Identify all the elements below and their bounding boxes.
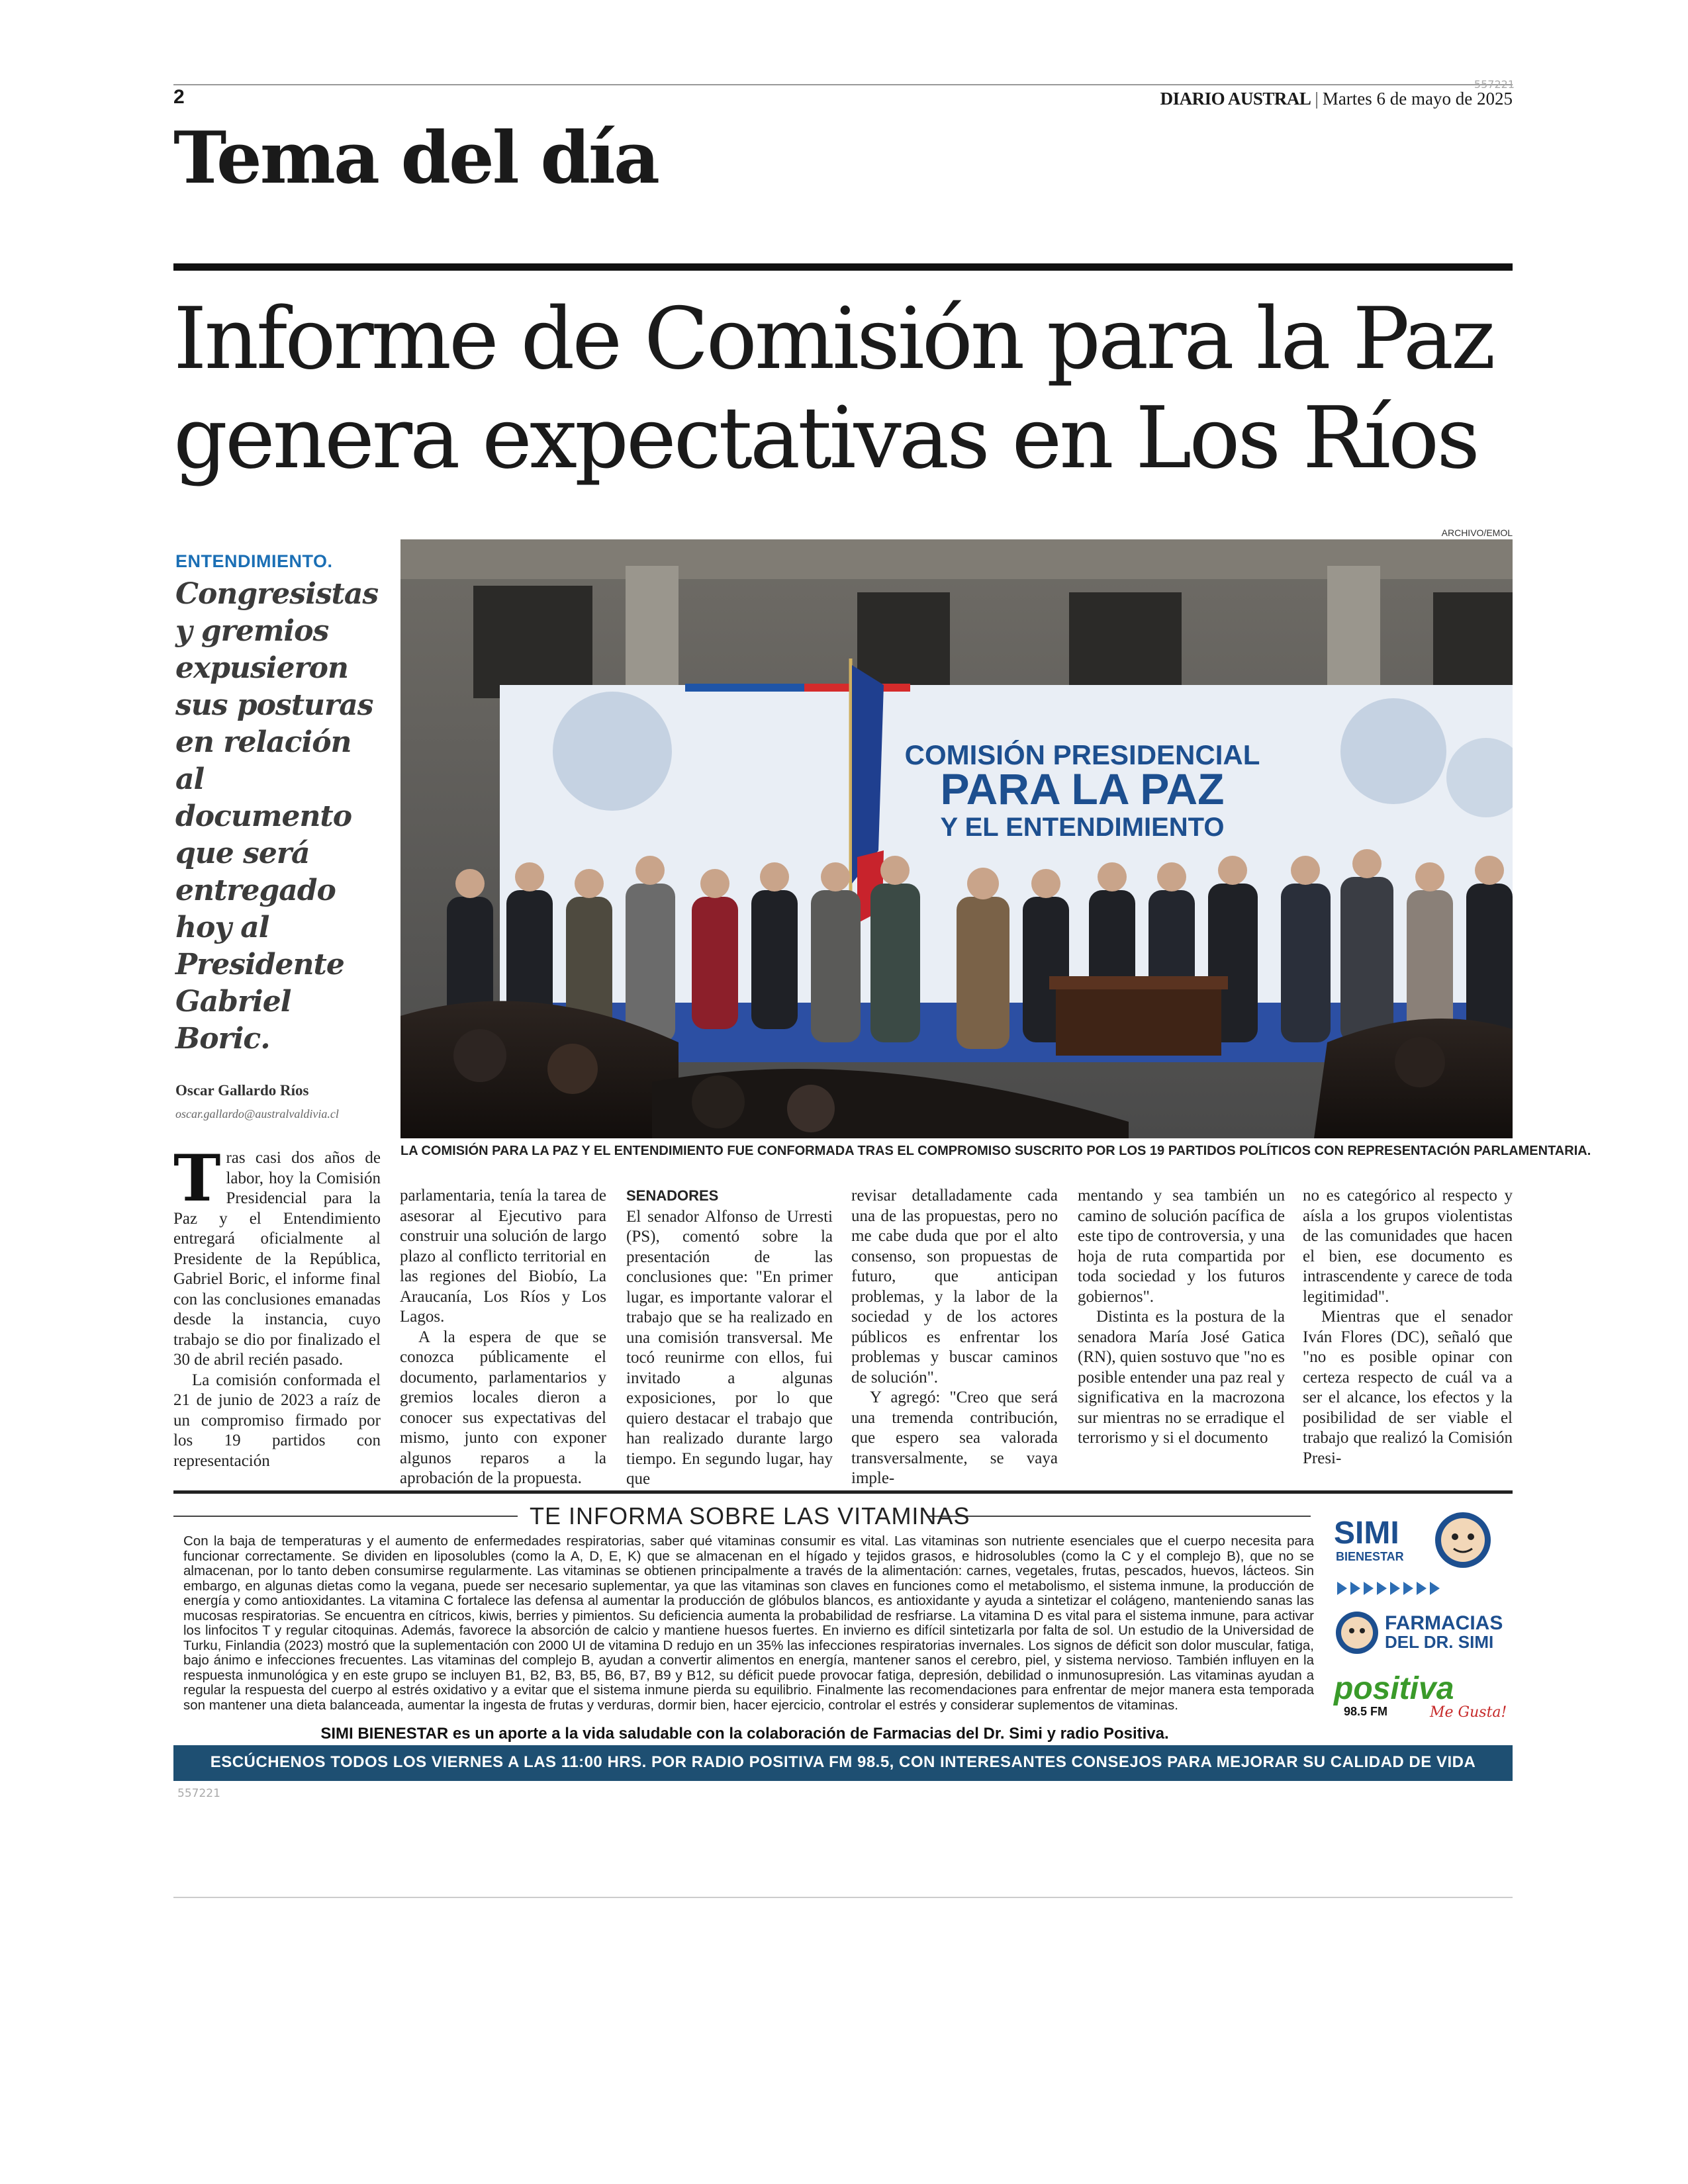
article-paragraph: no es categórico al respecto y aísla a los grupos violentistas de las comunidades que hacen el bien, ese documento es intrascendente y carece de toda legitimidad".: [1303, 1187, 1513, 1306]
article-paragraph: revisar detalladamente cada una de las propuestas, pero no me cabe duda que por el alto consenso, son propuestas de futuro, que anticipan problemas, y la labor de la sociedad y de los actores públicos es enfrentar los problemas y buscar caminos de solución".: [851, 1187, 1058, 1387]
ad-banner-text: ESCÚCHENOS TODOS LOS VIERNES A LAS 11:00 HRS. POR RADIO POSITIVA FM 98.5, CON INTERESANTES CONSEJOS PARA MEJORAR SU CALIDAD DE VIDA: [210, 1753, 1476, 1771]
masthead: DIARIO AUSTRAL | Martes 6 de mayo de 2025: [1160, 89, 1513, 109]
page-number: 2: [173, 86, 185, 108]
logo-farmacias-1: FARMACIAS: [1385, 1612, 1503, 1634]
faint-code: 557221: [1474, 78, 1515, 91]
article-text: ras casi dos años de labor, hoy la Comisión Presidencial para la Paz y el Entendimiento entregará oficialmente al Presidente de la República, Gabriel Boric, el informe final con las conclusiones emanadas desde la instancia, cuyo trabajo se dio por finalizado el 30 de abril recién pasado.: [173, 1149, 381, 1369]
header-rule: [173, 84, 1513, 85]
logo-positiva: positiva: [1334, 1671, 1454, 1706]
byline-email[interactable]: oscar.gallardo@australvaldivia.cl: [175, 1107, 339, 1120]
logo-positiva-fm: 98.5 FM: [1344, 1705, 1388, 1718]
article-paragraph: [173, 1141, 381, 1371]
photo-credit: ARCHIVO/EMOL: [1441, 527, 1513, 538]
article-column-4: [851, 1186, 1058, 1489]
kicker-text: Congresistas y gremios expusieron sus posturas en relación al documento que será entregado hoy al Presidente Gabriel Boric.: [175, 577, 379, 1056]
photo-banner-line-1: COMISIÓN PRESIDENCIAL: [904, 739, 1260, 770]
ad-body: Con la baja de temperaturas y el aumento de enfermedades respiratorias, saber qué vitaminas consumir es vital. Las vitaminas son nutriente esenciales que el cuerpo necesita para funcionar correctamente. Se dividen en liposolubles (como la A, D, E, K) que se almacenan en el hígado y tejidos grasos, e hidrosolubles (como la C y el complejo B), que no se almacenan, por lo tanto deben consumirse regularmente. Las vitaminas se obtienen principalmente a través de la alimentación: carnes, vegetales, frutas, pescados, huevos, lácteos. Sin embargo, en algunas dietas como la vegana, puede ser necesario suplementar, ya que las vitaminas son claves en funciones como el metabolismo, el sistema inmune, la producción de energía y como antioxidantes. La vitamina C fortalece las defensa al aumentar la producción de glóbulos blancos, es antioxidante y ayuda a sintetizar el colágeno, manteniendo sanas las mucosas respiratorias. Se encuentra en cítricos, kiwis, berries y pimientos. Su deficiencia aumenta la probabilidad de resfriarse. La vitamina D es vital para el sistema inmune, para activar los linfocitos T y regular citoquinas. Además, favorece la absorción de calcio y mantiene huesos fuertes. En invierno es difícil sintetizarla por falta de sol. Un estudio de la Universidad de Turku, Finlandia (2023) mostró que la suplementación con 2000 UI de vitamina D redujo en un 35% las infecciones respiratorias invernales. Los signos de déficit son dolor muscular, fatiga, bajo ánimo e infecciones frecuentes. Las vitaminas del complejo B, ayudan a convertir alimentos en energía, mantener sanos el cerebro, piel, y sistema nervioso. También influyen en la respuesta inmunológica y en este grupo se incluyen B1, B2, B3, B5, B6, B7, B9 y B12, su déficit puede provocar fatiga, depresión, debilidad o inmunosupresión. Las vitaminas ayudan a regular la respuesta del cuerpo al estrés oxidativo y a evitar que el sistema inmune pierda su equilibrio. Finalmente las recomendaciones para enfrentar de mejor manera esta temporada son mantener una dieta balanceada, aumentar la ingesta de frutas y verduras, dormir bien, hacer ejercicio, controlar el estrés y considerar suplementos de vitaminas.: [183, 1533, 1314, 1713]
simi-bienestar-logo: [1334, 1512, 1491, 1568]
chevrons-icon: [1337, 1582, 1440, 1595]
byline-name: Oscar Gallardo Ríos: [175, 1082, 309, 1099]
article-paragraph: parlamentaria, tenía la tarea de asesorar al Ejecutivo para construir una solución de largo plazo al conflicto territorial en las regiones del Biobío, La Araucanía, Los Ríos y Los Lagos.: [400, 1187, 606, 1326]
page-bottom-rule: [173, 1897, 1513, 1898]
drop-cap: T: [173, 1141, 221, 1216]
photo-banner-line-3: Y EL ENTENDIMIENTO: [940, 813, 1225, 842]
headline: [173, 290, 1517, 488]
logo-farmacias-2: DEL DR. SIMI: [1385, 1632, 1494, 1652]
photo-banner-line-2: PARA LA PAZ: [940, 764, 1225, 813]
publication-date: Martes 6 de mayo de 2025: [1322, 89, 1513, 109]
news-photo: [400, 539, 1513, 1138]
article-paragraph: Y agregó: "Creo que será una tremenda contribución, que espero sea valorada transversalmente, se vaya imple-: [851, 1388, 1058, 1487]
article-paragraph: La comisión conformada el 21 de junio de 2023 a raíz de un compromiso firmado por los 19 partidos con representación: [173, 1371, 381, 1470]
photo-illustration: [400, 539, 1513, 1138]
article-column-2: [400, 1186, 606, 1489]
article-column-6: [1303, 1186, 1513, 1469]
ad-code: 557221: [177, 1787, 220, 1800]
headline-line-1: Informe de Comisión para la Paz: [173, 290, 1493, 388]
sponsor-logos: [1331, 1510, 1509, 1735]
article-bottom-rule: [173, 1490, 1513, 1494]
article-paragraph: Distinta es la postura de la senadora María José Gatica (RN), quien sostuvo que "no es posible entender una paz real y significativa en la macrozona sur mientras no se erradique el terrorismo y si el documento: [1078, 1308, 1285, 1447]
section-rule: [173, 263, 1513, 271]
photo-caption: LA COMISIÓN PARA LA PAZ Y EL ENTENDIMIENTO FUE CONFORMADA TRAS EL COMPROMISO SUSCRITO POR LOS 19 PARTIDOS POLÍTICOS CON REPRESENTACIÓN PARLAMENTARIA.: [400, 1144, 1591, 1158]
ad-title: TE INFORMA SOBRE LAS VITAMINAS: [530, 1502, 970, 1529]
logo-positiva-tag: Me Gusta!: [1430, 1704, 1507, 1721]
positiva-logo: [1333, 1671, 1507, 1721]
ad-logos: [1331, 1510, 1509, 1735]
article-column-1: [173, 1141, 381, 1471]
article-paragraph: mentando y sea también un camino de solución pacífica de este tipo de controversia, y una hoja de ruta compartida por toda sociedad y los futuros gobiernos".: [1078, 1187, 1285, 1306]
ad-title-rule: [927, 1516, 1311, 1517]
logo-simi-sub: BIENESTAR: [1336, 1550, 1404, 1563]
article-paragraph: El senador Alfonso de Urresti (PS), comentó sobre la presentación de las conclusiones que: "En primer lugar, es importante valorar el trabajo que se ha realizado en una comisión transversal. Me tocó reunirme con ellos, fui invitado a algunas exposiciones, por lo que quiero destacar el trabajo que han realizado durante largo tiempo. En segundo lugar, hay que: [626, 1207, 833, 1488]
farmacias-logo: [1336, 1612, 1503, 1654]
publication-name: DIARIO AUSTRAL: [1160, 89, 1311, 109]
section-title: Tema del día: [173, 116, 658, 200]
logo-simi: SIMI: [1334, 1516, 1399, 1551]
ad-footer-line: SIMI BIENESTAR es un aporte a la vida saludable con la colaboración de Farmacias del Dr. Simi y radio Positiva.: [320, 1725, 1169, 1743]
article-column-3: [626, 1186, 833, 1490]
headline-line-2: genera expectativas en Los Ríos: [173, 389, 1477, 488]
kicker-label: ENTENDIMIENTO.: [175, 551, 333, 571]
article-column-5: [1078, 1186, 1285, 1449]
ad-title-rule: [173, 1516, 518, 1517]
article-paragraph: A la espera de que se conozca públicamente el documento, parlamentarios y gremios locales dieron a conocer sus expectativas del mismo, junto con exponer algunos reparos a la aprobación de la propuesta.: [400, 1328, 606, 1487]
article-paragraph: Mientras que el senador Iván Flores (DC), señaló que "no es posible opinar con certeza respecto de cuál va a ser el alcance, los efectos y la posibilidad de ser viable el trabajo que realizó la Comisión Presi-: [1303, 1308, 1513, 1467]
article-subheading: SENADORES: [626, 1187, 719, 1204]
